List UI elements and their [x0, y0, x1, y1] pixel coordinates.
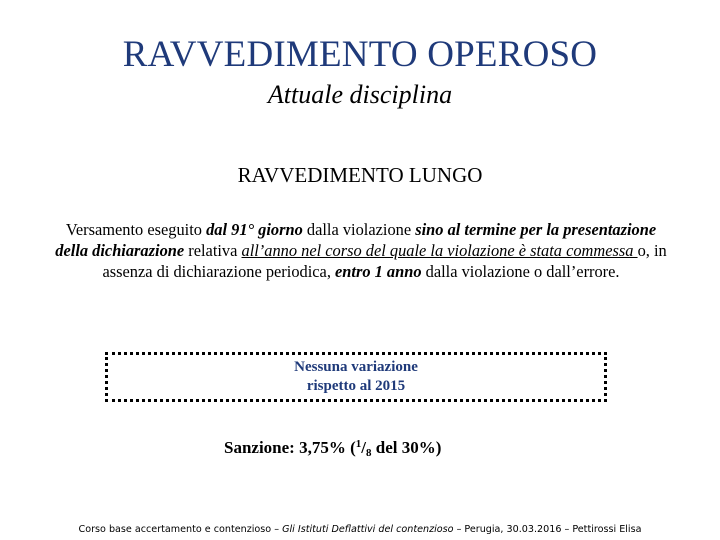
- sanction-numerator: 1: [355, 438, 362, 450]
- sanction-denominator: 8: [365, 447, 372, 459]
- sanction-text: [224, 438, 441, 459]
- sanction-slash: /: [361, 438, 366, 457]
- para-text-4: o, in assenza di dichiarazione periodica,: [102, 241, 667, 281]
- para-emphasis-deadline: sino al termine per la presentazione della dichiarazione: [55, 220, 657, 260]
- footer-text-1: Corso base accertamento e contenzioso –: [78, 524, 283, 535]
- description-paragraph: [50, 219, 672, 282]
- no-change-box: [105, 352, 607, 402]
- page-subtitle: Attuale disciplina: [267, 80, 453, 109]
- para-text-3: relativa: [184, 241, 242, 260]
- no-change-line-2: rispetto al 2015: [306, 378, 406, 394]
- sanction-label: Sanzione: 3,75% (: [224, 438, 356, 457]
- no-change-line-1: Nessuna variazione: [294, 359, 418, 375]
- para-emphasis-start: dal 91° giorno: [206, 220, 303, 239]
- page-title: RAVVEDIMENTO OPEROSO: [122, 34, 598, 75]
- section-title: RAVVEDIMENTO LUNGO: [237, 163, 483, 187]
- footer-text-2: – Perugia, 30.03.2016 – Pettirossi Elisa: [453, 524, 642, 535]
- footer: [0, 524, 720, 535]
- para-text-5: dalla violazione o dall’errore.: [421, 262, 620, 281]
- para-text-1: Versamento eseguito: [65, 220, 207, 239]
- para-underlined-year: all’anno nel corso del quale la violazione è stata commessa: [241, 241, 638, 260]
- footer-course-title: Gli Istituti Deflattivi del contenzioso: [282, 524, 454, 535]
- para-text-2: dalla violazione: [302, 220, 416, 239]
- para-emphasis-one-year: entro 1 anno: [335, 262, 422, 281]
- sanction-rest: del 30%): [371, 438, 442, 457]
